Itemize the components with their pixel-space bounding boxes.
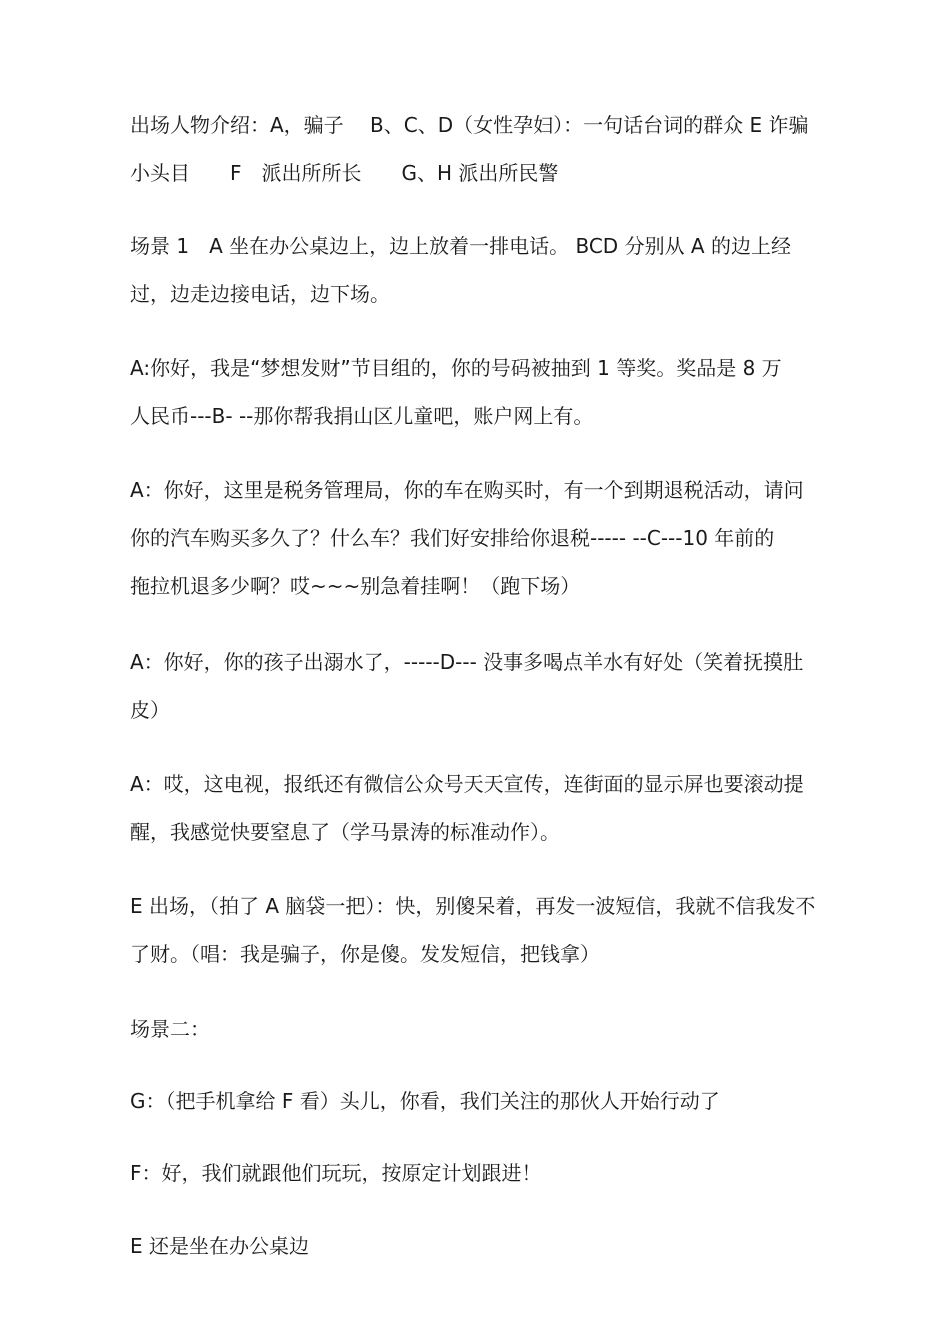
- dialogue-paragraph: [130, 344, 850, 440]
- dialogue-paragraph: [130, 1149, 850, 1197]
- text-line: 你的汽车购买多久了？什么车？我们好安排给你退税----- --C---10 年前的: [130, 526, 775, 550]
- dialogue-paragraph: [130, 760, 850, 856]
- text-line: 人民币---B- --那你帮我捐山区儿童吧，账户网上有。: [130, 404, 594, 428]
- text-line: 过，边走边接电话，边下场。: [130, 282, 390, 306]
- cast-introduction: [130, 101, 850, 197]
- text-line: F：好，我们就跟他们玩玩，按原定计划跟进！: [130, 1161, 542, 1185]
- text-line: G：（把手机拿给 F 看）头儿，你看，我们关注的那伙人开始行动了: [130, 1089, 720, 1113]
- dialogue-paragraph: [130, 882, 850, 978]
- text-line: A：你好，这里是税务管理局，你的车在购买时，有一个到期退税活动，请问: [130, 478, 804, 502]
- text-line: 场景二：: [130, 1017, 210, 1041]
- text-line: 场景 1 A 坐在办公桌边上，边上放着一排电话。 BCD 分别从 A 的边上经: [130, 234, 791, 258]
- text-line: E 出场，（拍了 A 脑袋一把）：快，别傻呆着，再发一波短信，我就不信我发不: [130, 894, 816, 918]
- text-line: 醒，我感觉快要窒息了（学马景涛的标准动作）。: [130, 820, 560, 844]
- text-line: A：哎，这电视，报纸还有微信公众号天天宣传，连街面的显示屏也要滚动提: [130, 772, 804, 796]
- text-line: 了财。（唱：我是骗子，你是傻。发发短信，把钱拿）: [130, 942, 600, 966]
- stage-direction: [130, 1222, 850, 1270]
- dialogue-paragraph: [130, 638, 850, 734]
- dialogue-paragraph: [130, 466, 850, 610]
- scene-2-heading: [130, 1005, 850, 1053]
- text-line: 小头目 F 派出所所长 G、H 派出所民警: [130, 161, 559, 185]
- dialogue-paragraph: [130, 1077, 850, 1125]
- scene-1-heading: [130, 222, 850, 318]
- text-line: A：你好，你的孩子出溺水了，-----D--- 没事多喝点羊水有好处（笑着抚摸肚: [130, 650, 804, 674]
- text-line: E 还是坐在办公桌边: [130, 1234, 309, 1258]
- text-line: 拖拉机退多少啊？哎~~~别急着挂啊！（跑下场）: [130, 574, 581, 598]
- text-line: 出场人物介绍：A，骗子 B、C、D（女性孕妇）：一句话台词的群众 E 诈骗: [130, 113, 809, 137]
- text-line: A:你好，我是“梦想发财”节目组的，你的号码被抽到 1 等奖。奖品是 8 万: [130, 356, 782, 380]
- text-line: 皮）: [130, 698, 170, 722]
